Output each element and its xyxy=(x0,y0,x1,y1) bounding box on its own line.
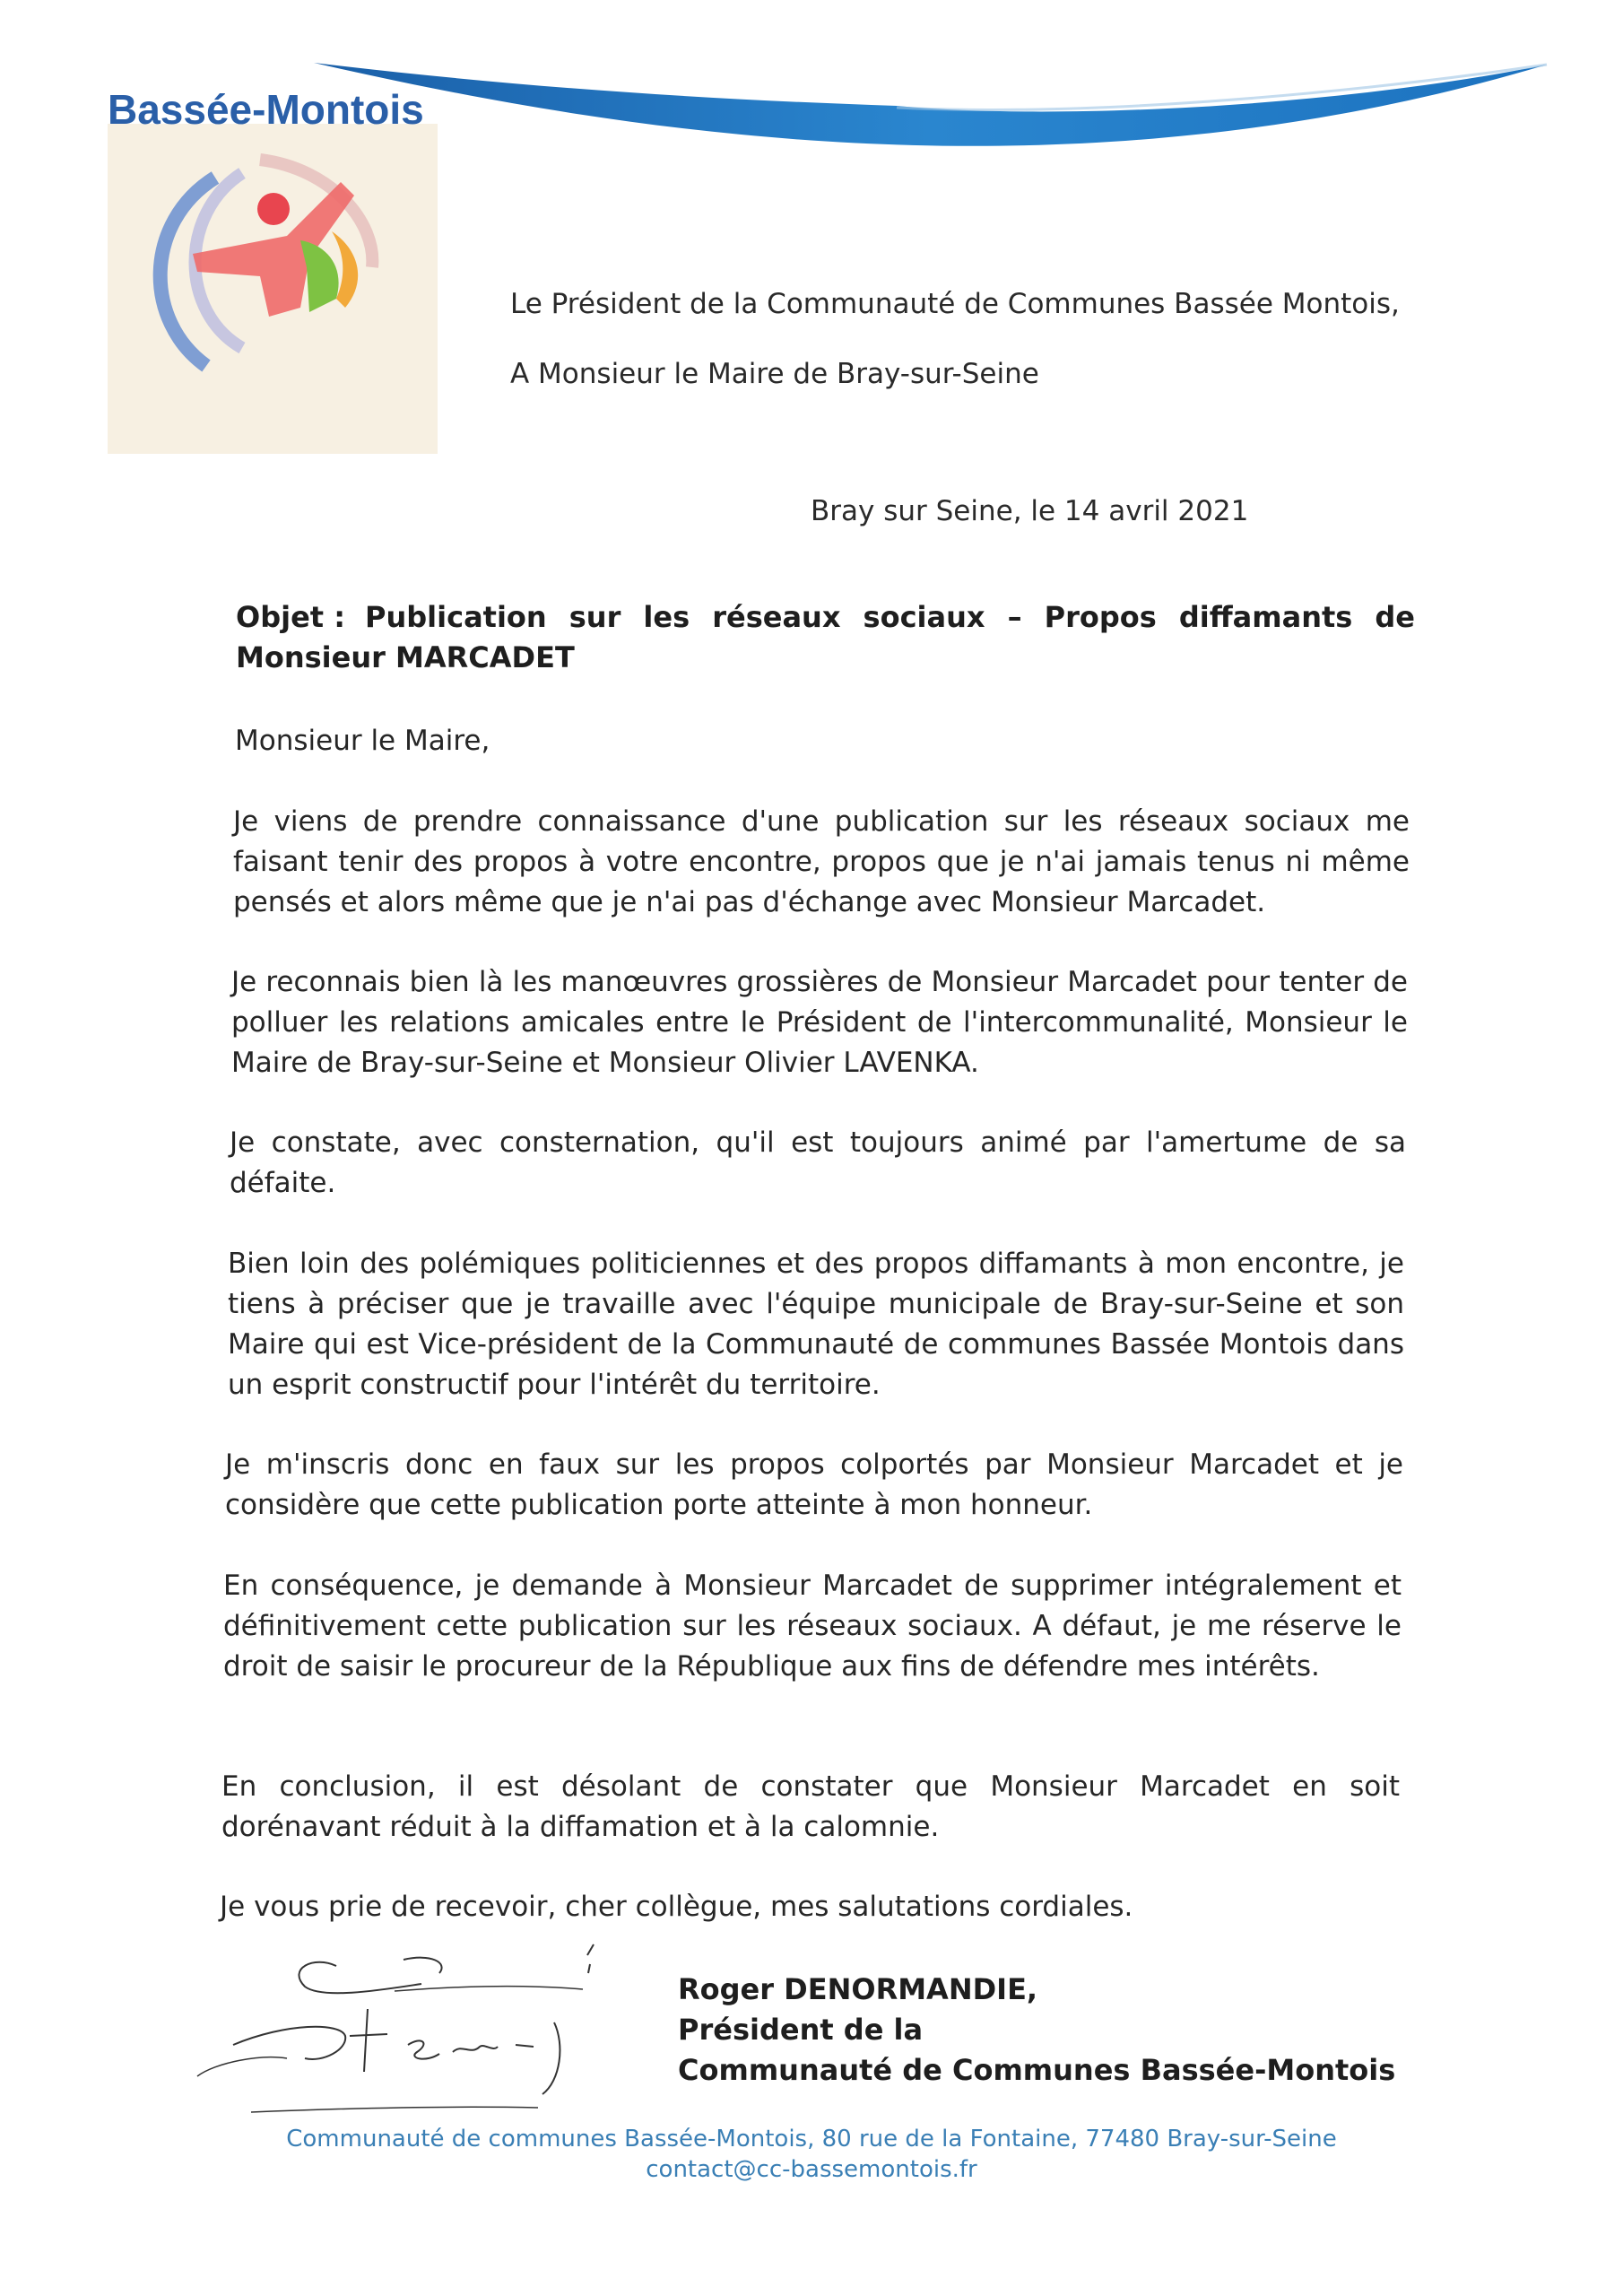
date-line: Bray sur Seine, le 14 avril 2021 xyxy=(811,495,1249,527)
subject-line-1 xyxy=(236,597,1415,638)
signatory-title-1: Président de la xyxy=(678,2013,924,2047)
subject-line-2: Monsieur MARCADET xyxy=(236,640,575,674)
subject-label: Objet : xyxy=(236,600,346,634)
paragraph-7: En conclusion, il est désolant de constater que Monsieur Marcadet en soit dorénavant réduit à la diffamation et à la calomnie. xyxy=(221,1770,1400,1843)
footer-address: Communauté de communes Bassée-Montois, 80 rue de la Fontaine, 77480 Bray-sur-Seine xyxy=(286,2126,1337,2152)
subject xyxy=(236,597,1415,678)
subject-text-line-1: Publication sur les réseaux sociaux – Propos diffamants de xyxy=(365,600,1415,634)
paragraph-4: Bien loin des polémiques politiciennes et des propos diffamants à mon encontre, je tiens à préciser que je travaille avec l'équipe municipale de Bray-sur-Seine et son Maire qui est Vice-président de la Communauté de communes Bassée Montois dans un esprit constructif pour l'intérêt du territoire. xyxy=(228,1248,1404,1401)
footer-email[interactable]: contact@cc-bassemontois.fr xyxy=(646,2156,977,2183)
paragraph-2: Je reconnais bien là les manœuvres grossières de Monsieur Marcadet pour tenter de polluer les relations amicales entre le Président de l'intercommunalité, Monsieur le Maire de Bray-sur-Seine et Monsieur Olivier LAVENKA. xyxy=(231,966,1408,1079)
footer xyxy=(0,2124,1623,2185)
salutation: Monsieur le Maire, xyxy=(235,725,490,757)
logo-text: Bassée-Montois xyxy=(108,86,424,133)
paragraph-3: Je constate, avec consternation, qu'il est toujours animé par l'amertume de sa défaite. xyxy=(230,1126,1406,1199)
sender-line: Le Président de la Communauté de Communes Bassée Montois, xyxy=(510,288,1400,320)
recipient-line: A Monsieur le Maire de Bray-sur-Seine xyxy=(510,358,1039,390)
signatory-name: Roger DENORMANDIE, xyxy=(678,1972,1038,2006)
closing-line: Je vous prie de recevoir, cher collègue, mes salutations cordiales. xyxy=(220,1891,1133,1923)
paragraph-6: En conséquence, je demande à Monsieur Marcadet de supprimer intégralement et définitivement cette publication sur les réseaux sociaux. A défaut, je me réserve le droit de saisir le procureur de la République aux fins de défendre mes intérêts. xyxy=(223,1570,1402,1683)
paragraph-1: Je viens de prendre connaissance d'une publication sur les réseaux sociaux me faisant tenir des propos à votre encontre, propos que je n'ai jamais tenus ni même pensés et alors même que je n'ai pas d'échange avec Monsieur Marcadet. xyxy=(233,805,1410,918)
logo xyxy=(108,86,438,454)
signatory-title-2: Communauté de Communes Bassée-Montois xyxy=(678,2053,1396,2087)
signatory-block xyxy=(678,1970,1395,2091)
paragraph-5: Je m'inscris donc en faux sur les propos colportés par Monsieur Marcadet et je considère que cette publication porte atteinte à mon honneur. xyxy=(225,1448,1403,1521)
handwritten-signature xyxy=(179,1937,610,2130)
subject-title xyxy=(365,597,1415,638)
logo-emblem-icon xyxy=(108,86,438,454)
